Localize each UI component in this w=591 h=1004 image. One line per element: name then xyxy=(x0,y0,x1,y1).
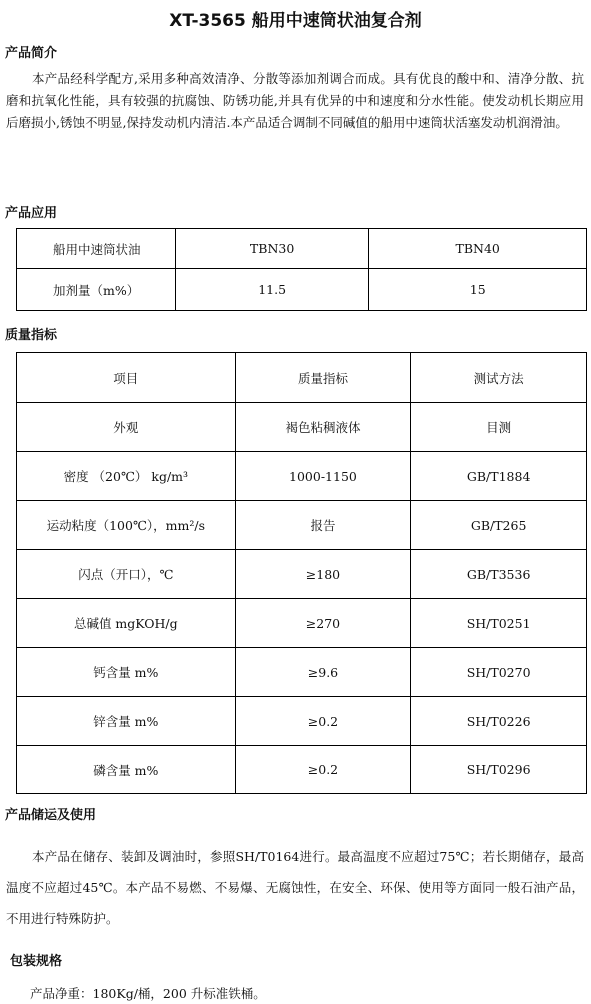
packaging-text: 产品净重：180Kg/桶，200 升标准铁桶。 xyxy=(30,986,266,1001)
table-cell: ≥9.6 xyxy=(235,648,411,697)
table-cell: 报告 xyxy=(235,501,411,550)
table-cell: TBN30 xyxy=(175,229,369,269)
document-title: XT-3565 船用中速筒状油复合剂 xyxy=(169,11,422,31)
column-header: 质量指标 xyxy=(235,353,411,403)
table-cell: 船用中速筒状油 xyxy=(17,229,176,269)
table-cell: SH/T0270 xyxy=(411,648,587,697)
table-cell: GB/T1884 xyxy=(411,452,587,501)
table-cell: TBN40 xyxy=(369,229,587,269)
table-cell: ≥270 xyxy=(235,599,411,648)
table-cell: 运动粘度（100℃），mm²/s xyxy=(17,501,236,550)
table-cell: 11.5 xyxy=(175,269,369,311)
table-cell: 1000-1150 xyxy=(235,452,411,501)
table-cell: 15 xyxy=(369,269,587,311)
table-cell: SH/T0226 xyxy=(411,697,587,746)
column-header: 测试方法 xyxy=(411,353,587,403)
storage-paragraph: 本产品在储存、装卸及调油时，参照SH/T0164进行。最高温度不应超过75℃；若长期储存，最高温度不应超过45℃。本产品不易燃、不易爆、无腐蚀性，在安全、环保、使用等方面同一般石油产品，不用进行特殊防护。 xyxy=(6,849,584,926)
application-row xyxy=(17,269,587,311)
table-row xyxy=(17,550,587,599)
table-row xyxy=(17,697,587,746)
table-cell: 闪点（开口），℃ xyxy=(17,550,236,599)
storage-heading: 产品储运及使用 xyxy=(5,808,97,823)
table-cell: 锌含量 m% xyxy=(17,697,236,746)
application-heading: 产品应用 xyxy=(5,206,58,221)
quality-heading: 质量指标 xyxy=(5,328,58,343)
table-cell: 外观 xyxy=(17,403,236,452)
table-cell: GB/T3536 xyxy=(411,550,587,599)
table-cell: 钙含量 m% xyxy=(17,648,236,697)
column-header: 项目 xyxy=(17,353,236,403)
table-cell: ≥0.2 xyxy=(235,697,411,746)
intro-heading: 产品简介 xyxy=(5,46,58,61)
table-row xyxy=(17,452,587,501)
table-row xyxy=(17,403,587,452)
table-cell: GB/T265 xyxy=(411,501,587,550)
table-cell: SH/T0251 xyxy=(411,599,587,648)
table-cell: 密度 （20℃） kg/m³ xyxy=(17,452,236,501)
intro-paragraph: 本产品经科学配方,采用多种高效清净、分散等添加剂调合而成。具有优良的酸中和、清净分散、抗磨和抗氧化性能，具有较强的抗腐蚀、防锈功能,并具有优异的中和速度和分水性能。使发动机长期应用后磨损小,锈蚀不明显,保持发动机内清洁.本产品适合调制不同碱值的船用中速筒状活塞发动机润滑油。 xyxy=(6,71,584,130)
table-cell: SH/T0296 xyxy=(411,746,587,794)
packaging-heading: 包装规格 xyxy=(10,954,63,969)
table-cell: ≥0.2 xyxy=(235,746,411,794)
table-row xyxy=(17,746,587,794)
table-cell: 加剂量（m%） xyxy=(17,269,176,311)
table-cell: 总碱值 mgKOH/g xyxy=(17,599,236,648)
table-cell: ≥180 xyxy=(235,550,411,599)
application-table xyxy=(16,228,587,311)
table-cell: 磷含量 m% xyxy=(17,746,236,794)
quality-header-row xyxy=(17,353,587,403)
table-row xyxy=(17,501,587,550)
quality-table xyxy=(16,352,587,794)
application-row xyxy=(17,229,587,269)
table-row xyxy=(17,599,587,648)
table-cell: 目测 xyxy=(411,403,587,452)
table-row xyxy=(17,648,587,697)
table-cell: 褐色粘稠液体 xyxy=(235,403,411,452)
